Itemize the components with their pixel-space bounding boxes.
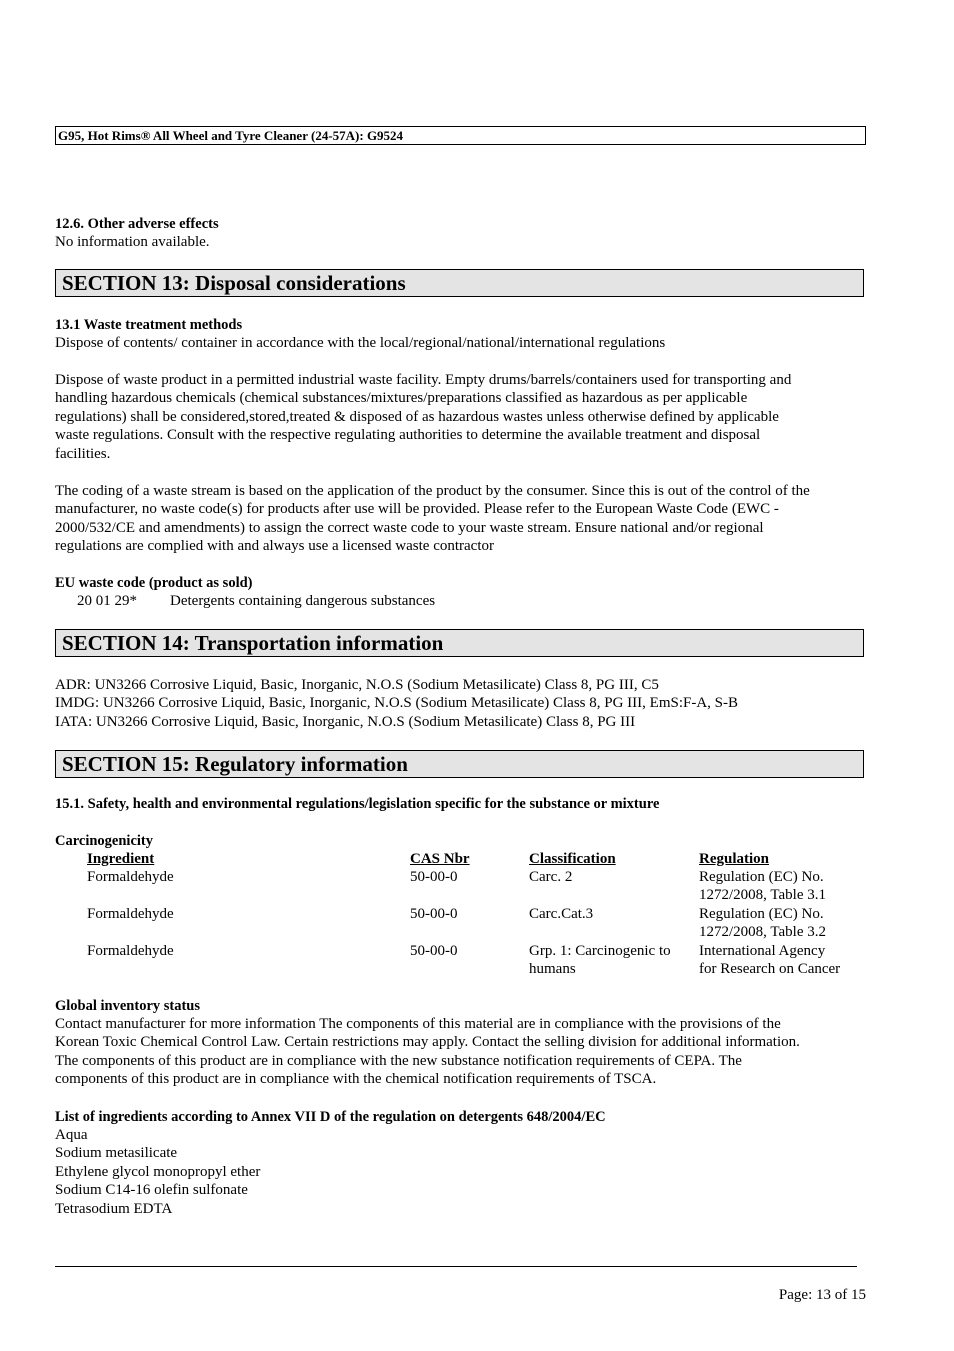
paragraph-line: regulations are complied with and always use a licensed waste contractor bbox=[55, 538, 495, 555]
annex-ingredient-list bbox=[55, 1126, 260, 1218]
paragraph-line: components of this product are in compliance with the chemical notification requirements of TSCA. bbox=[55, 1071, 657, 1088]
transport-iata: IATA: UN3266 Corrosive Liquid, Basic, Inorganic, N.O.S (Sodium Metasilicate) Class 8, PG III bbox=[55, 713, 636, 730]
eu-waste-code-description: Detergents containing dangerous substances bbox=[170, 593, 436, 609]
list-item: Sodium C14-16 olefin sulfonate bbox=[55, 1182, 248, 1199]
regulations-heading: 15.1. Safety, health and environmental regulations/legislation specific for the substance or mixture bbox=[55, 796, 660, 812]
cell-ingredient: Formaldehyde bbox=[87, 906, 174, 922]
section-15-title: SECTION 15: Regulatory information bbox=[62, 752, 408, 776]
paragraph-line: 2000/532/CE and amendments) to assign the correct waste code to your waste stream. Ensure national and/or regional bbox=[55, 519, 764, 536]
col-header-regulation: Regulation bbox=[699, 851, 770, 867]
col-header-classification: Classification bbox=[529, 851, 616, 867]
cell-ingredient: Formaldehyde bbox=[87, 943, 174, 959]
eu-waste-code-heading: EU waste code (product as sold) bbox=[55, 575, 253, 591]
paragraph-line: handling hazardous chemicals (chemical substances/mixtures/preparations classified as hazardous as per applicable bbox=[55, 390, 748, 407]
product-header-box bbox=[55, 126, 866, 145]
cell-regulation: 1272/2008, Table 3.2 bbox=[699, 924, 826, 940]
paragraph-line: waste regulations. Consult with the respective regulating authorities to determine the available treatment and disposal bbox=[55, 427, 761, 444]
cell-classification: Grp. 1: Carcinogenic to bbox=[529, 943, 671, 959]
cell-classification: Carc. 2 bbox=[529, 869, 573, 885]
paragraph-line: facilities. bbox=[55, 445, 111, 462]
paragraph-line: regulations) shall be considered,stored,treated & disposed of as hazardous wastes unless otherwise defined by applicable bbox=[55, 408, 779, 425]
other-adverse-effects-heading: 12.6. Other adverse effects bbox=[55, 216, 219, 232]
carcinogenicity-heading: Carcinogenicity bbox=[55, 833, 153, 849]
paragraph-line: The components of this product are in compliance with the new substance notification requirements of CEPA. The bbox=[55, 1052, 742, 1069]
transport-info bbox=[55, 676, 738, 731]
cell-regulation: International Agency bbox=[699, 943, 826, 959]
paragraph-line: manufacturer, no waste code(s) for products after use will be provided. Please refer to the European Waste Code (EWC - bbox=[55, 501, 779, 518]
cell-classification: Carc.Cat.3 bbox=[529, 906, 594, 922]
section-15-bar bbox=[55, 750, 864, 778]
paragraph-line: Dispose of waste product in a permitted industrial waste facility. Empty drums/barrels/containers used for transporting and bbox=[55, 372, 792, 388]
cell-regulation: Regulation (EC) No. bbox=[699, 906, 824, 922]
paragraph-line: The coding of a waste stream is based on the application of the product by the consumer. Since this is out of the control of the bbox=[55, 483, 810, 499]
cell-ingredient: Formaldehyde bbox=[87, 869, 174, 885]
cell-regulation: Regulation (EC) No. bbox=[699, 869, 824, 885]
waste-treatment-p3 bbox=[55, 482, 810, 556]
section-13-bar bbox=[55, 269, 864, 297]
other-adverse-effects-text: No information available. bbox=[55, 234, 210, 250]
paragraph-line: Contact manufacturer for more information The components of this material are in compliance with the provisions of the bbox=[55, 1016, 781, 1032]
cell-regulation: for Research on Cancer bbox=[699, 961, 841, 977]
cell-classification: humans bbox=[529, 961, 576, 977]
waste-treatment-p1: Dispose of contents/ container in accordance with the local/regional/national/international regulations bbox=[55, 335, 666, 351]
section-14-title: SECTION 14: Transportation information bbox=[62, 631, 444, 655]
eu-waste-code-value: 20 01 29* bbox=[77, 593, 137, 609]
cell-cas: 50-00-0 bbox=[410, 943, 458, 959]
product-title: G95, Hot Rims® All Wheel and Tyre Cleaner (24-57A): G9524 bbox=[58, 128, 404, 143]
list-item: Tetrasodium EDTA bbox=[55, 1200, 173, 1217]
global-inventory-heading: Global inventory status bbox=[55, 998, 201, 1014]
page-number: Page: 13 of 15 bbox=[778, 1287, 866, 1303]
transport-adr: ADR: UN3266 Corrosive Liquid, Basic, Inorganic, N.O.S (Sodium Metasilicate) Class 8, PG III, C5 bbox=[55, 677, 659, 693]
cell-regulation: 1272/2008, Table 3.1 bbox=[699, 887, 826, 903]
col-header-cas: CAS Nbr bbox=[410, 851, 470, 867]
global-inventory-text bbox=[55, 1015, 800, 1089]
transport-imdg: IMDG: UN3266 Corrosive Liquid, Basic, Inorganic, N.O.S (Sodium Metasilicate) Class 8, PG III, EmS:F-A, S-B bbox=[55, 695, 739, 712]
section-13-title: SECTION 13: Disposal considerations bbox=[62, 271, 406, 295]
waste-treatment-p2 bbox=[55, 371, 791, 463]
cell-cas: 50-00-0 bbox=[410, 869, 458, 885]
paragraph-line: Korean Toxic Chemical Control Law. Certain restrictions may apply. Contact the selling division for additional information. bbox=[55, 1034, 800, 1051]
col-header-ingredient: Ingredient bbox=[87, 851, 155, 867]
annex-heading: List of ingredients according to Annex VII D of the regulation on detergents 648/2004/EC bbox=[55, 1109, 606, 1125]
list-item: Ethylene glycol monopropyl ether bbox=[55, 1163, 261, 1180]
list-item: Sodium metasilicate bbox=[55, 1145, 178, 1162]
list-item: Aqua bbox=[55, 1127, 88, 1143]
cell-cas: 50-00-0 bbox=[410, 906, 458, 922]
footer-divider bbox=[55, 1266, 857, 1267]
waste-treatment-heading: 13.1 Waste treatment methods bbox=[55, 317, 243, 333]
section-14-bar bbox=[55, 629, 864, 657]
